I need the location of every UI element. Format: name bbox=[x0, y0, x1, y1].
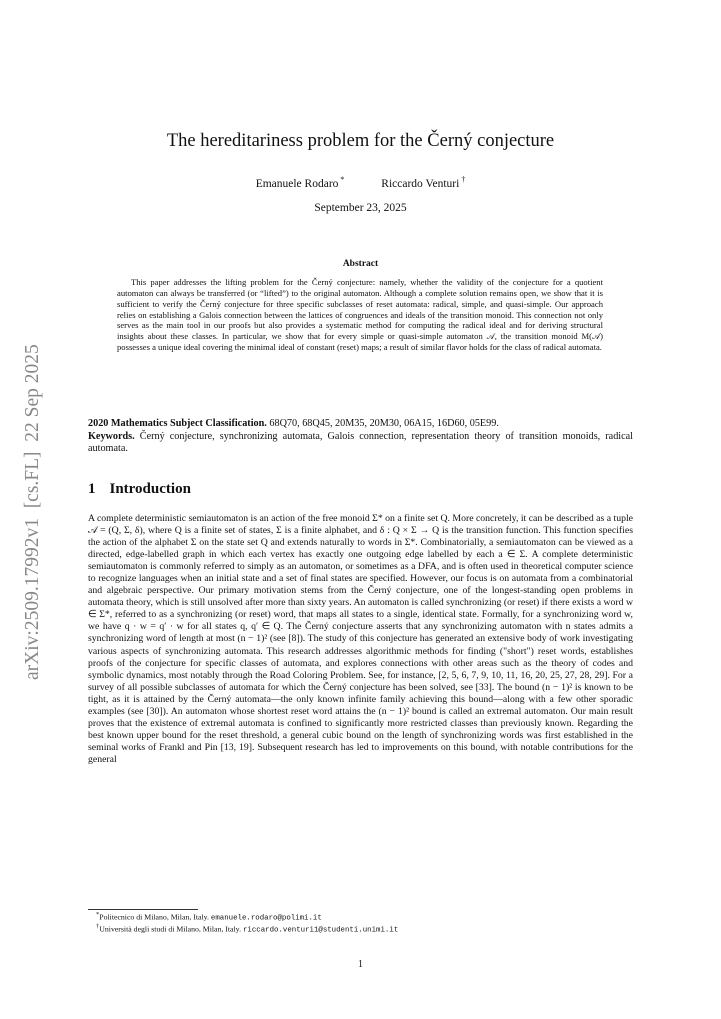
footnote-2-text: Università degli studi di Milano, Milan, Italy. bbox=[99, 924, 242, 934]
footnote-1 bbox=[96, 911, 626, 923]
footnote-rule bbox=[88, 909, 198, 910]
footnote-2 bbox=[96, 923, 626, 935]
abstract-heading: Abstract bbox=[342, 259, 379, 269]
abstract-text: This paper addresses the lifting problem for the Černý conjecture: namely, whether the validity of the conjecture for a quotient automaton can always be transferred (or “lifted”) to the original automaton. Although a complete solution remains open, we show that it is sufficient to verify the Černý conjecture for three specific subclasses of reset automata: radical, simple, and quasi-simple. Our approach relies on establishing a Galois connection between the lattices of congruences and ideals of the transition monoid. This connection not only serves as the main tool in our proofs but also provides a systematic method for computing the radical ideal and for deriving structural insights about these classes. In particular, we show that for every simple or quasi-simple automaton 𝒜, the transition monoid M(𝒜) possesses a unique ideal covering the minimal ideal of constant (reset) maps; a result of similar flavor holds for the class of radical automata. bbox=[117, 277, 603, 353]
author-list bbox=[88, 175, 633, 190]
author-2-name: Riccardo Venturi bbox=[381, 177, 460, 190]
msc-label: 2020 Mathematics Subject Classification. bbox=[88, 418, 267, 429]
keywords-label: Keywords. bbox=[88, 431, 135, 442]
footnote-1-email[interactable]: emanuele.rodaro@polimi.it bbox=[210, 914, 322, 923]
keywords bbox=[88, 431, 633, 456]
author-2 bbox=[381, 175, 465, 190]
paper-date: September 23, 2025 bbox=[314, 202, 407, 214]
arxiv-stamp bbox=[20, 300, 44, 680]
section-heading bbox=[88, 481, 191, 498]
author-1-name: Emanuele Rodaro bbox=[255, 177, 339, 190]
footnote-2-mark: † bbox=[96, 923, 100, 930]
msc-codes: 68Q70, 68Q45, 20M35, 20M30, 06A15, 16D60, 05E99. bbox=[269, 418, 499, 429]
keywords-text: Černý conjecture, synchronizing automata, Galois connection, representation theory of transition monoids, radical automata. bbox=[88, 431, 633, 455]
footnote-2-email[interactable]: riccardo.venturi1@studenti.unimi.it bbox=[242, 926, 399, 935]
section-number: 1 bbox=[88, 481, 96, 497]
msc-classification bbox=[88, 418, 633, 430]
paper-title: The hereditariness problem for the Černý conjecture bbox=[166, 131, 555, 151]
author-2-mark: † bbox=[461, 175, 466, 184]
footnote-1-mark: * bbox=[96, 911, 100, 918]
introduction-paragraph: A complete deterministic semiautomaton is an action of the free monoid Σ* on a finite set Q. More concretely, it can be described as a tuple 𝒜 = (Q, Σ, δ), where Q is a finite set of states, Σ is a finite alphabet, and δ : Q × Σ → Q is the transition function. This function specifies the action of the alphabet Σ on the state set Q and extends naturally to words in Σ*. Combinatorially, a semiautomaton can be viewed as a directed, edge-labelled graph in which each vertex has exactly one outgoing edge labelled by each a ∈ Σ. A complete deterministic semiautomaton is commonly referred to simply as an automaton, or sometimes as a DFA, and is often used in theoretical computer science to recognize languages when an initial state and a set of final states are specified. However, our focus is on automata from a combinatorial and algebraic perspective. Our primary motivation stems from the Černý conjecture, one of the longest-standing open problems in automata theory, which is still unsolved after more than sixty years. An automaton is called synchronizing (or reset) if there exists a word w ∈ Σ*, referred to as a synchronizing (or reset) word, that maps all states to a single, identical state. Formally, for a synchronizing word w, we have q · w = q′ · w for all states q, q′ ∈ Q. The Černý conjecture asserts that any synchronizing automaton with n states admits a synchronizing word of length at most (n − 1)² (see [8]). The study of this conjecture has generated an extensive body of work investigating various aspects of synchronizing automata. This research addresses algorithmic methods for finding ("short") reset words, establishes proofs of the conjecture for specific classes of automata, and explores connections with other areas such as the theory of codes and symbolic dynamics, most notably through the Road Coloring Problem. See, for instance, [2, 5, 6, 7, 9, 10, 11, 16, 20, 25, 27, 28, 29]. For a survey of all possible subclasses of automata for which the Černý conjecture has been solved, see [33]. The bound (n − 1)² is known to be tight, as it is attained by the Černý automata—the only known infinite family achieving this bound—along with a few other sporadic examples (see [30]). An automaton whose shortest reset word attains the (n − 1)² bound is called an extremal automaton. Our main result proves that the existence of extremal automata is confined to significantly more restricted classes than previously known. Regarding the best known upper bound for the reset threshold, a general cubic bound on the length of synchronizing words was first established in the seminal works of Frankl and Pin [13, 19]. Subsequent research has led to improvements on this bound, with notable contributions for the general bbox=[88, 513, 633, 765]
author-1 bbox=[256, 175, 345, 190]
footnote-1-text: Politecnico di Milano, Milan, Italy. bbox=[99, 912, 209, 922]
author-1-mark: * bbox=[340, 175, 345, 184]
page-number: 1 bbox=[358, 959, 363, 970]
section-title: Introduction bbox=[109, 481, 191, 497]
arxiv-stamp-text: arXiv:2509.17992v1 [cs.FL] 22 Sep 2025 bbox=[22, 344, 43, 680]
